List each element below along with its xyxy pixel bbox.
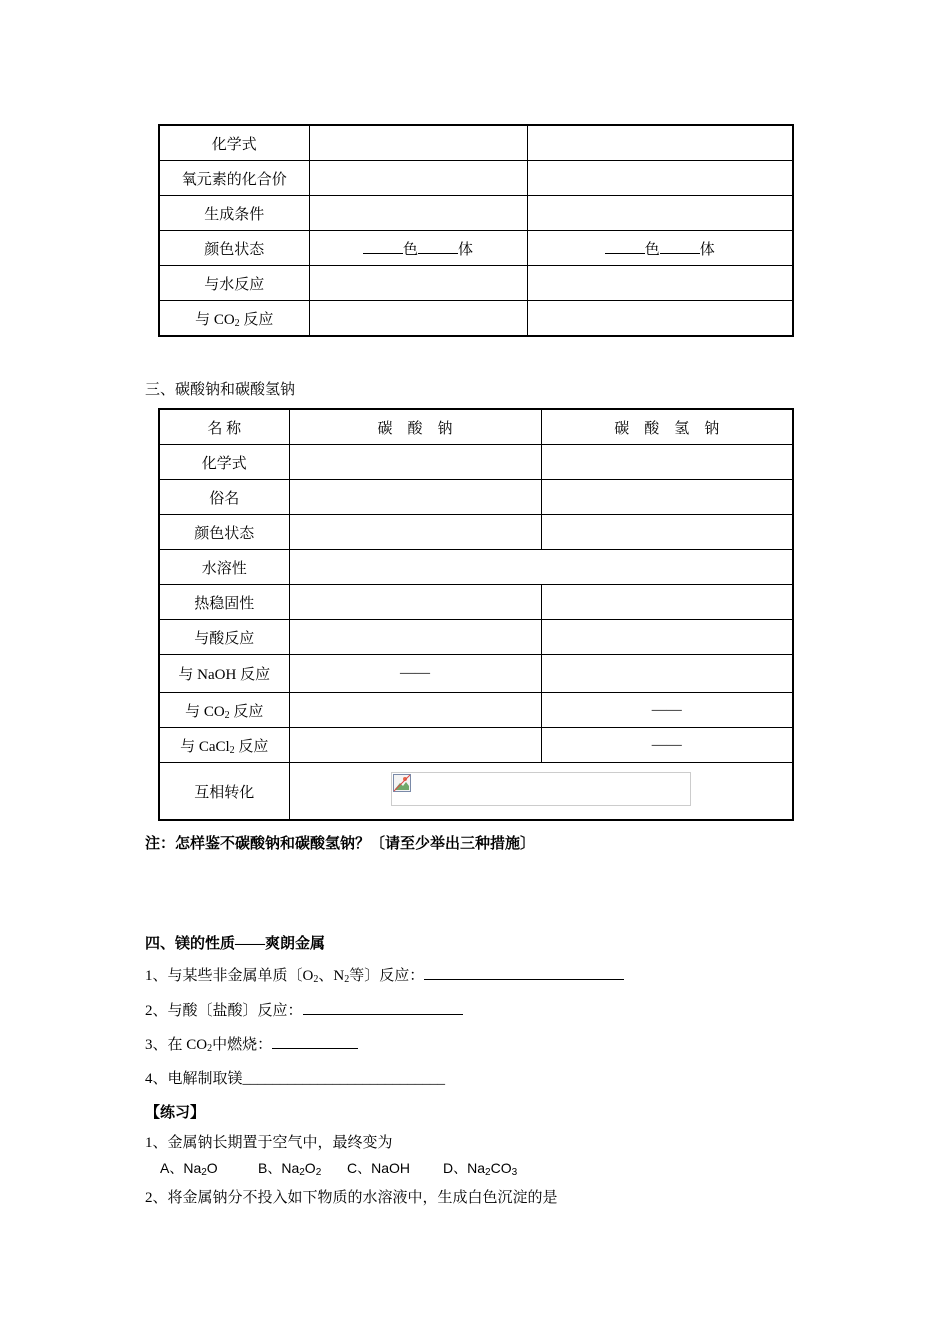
option-text: O [206, 1160, 218, 1176]
subscript: 2 [485, 1167, 491, 1178]
table-row [159, 620, 793, 655]
question-line: 1、金属钠长期置于空气中，最终变为 [145, 1135, 393, 1151]
row-label: 颜色状态 [159, 515, 289, 550]
cell-text: 色 [644, 241, 660, 258]
table-cell [309, 161, 527, 196]
header-cell: 名 称 [159, 409, 289, 445]
label-text: 与 CO [195, 311, 235, 328]
table-row [159, 266, 793, 301]
fill-blank [363, 239, 403, 254]
subscript: 2 [201, 1167, 207, 1178]
row-label: 化学式 [159, 125, 309, 161]
table-cell [527, 301, 793, 337]
cell-text: 色 [402, 241, 418, 258]
answer-blank[interactable] [303, 999, 463, 1015]
table-cell [527, 231, 793, 266]
option-text: O [304, 1160, 316, 1176]
row-label: 俗名 [159, 480, 289, 515]
question-line: 2、将金属钠分不投入如下物质的水溶液中，生成白色沉淀的是 [145, 1190, 558, 1206]
fill-blank [418, 239, 458, 254]
question-line: 4、电解制取镁___________________________ [145, 1071, 446, 1087]
table-row [159, 693, 793, 728]
table-cell [527, 266, 793, 301]
table-cell [309, 196, 527, 231]
carbonate-table [158, 408, 794, 821]
header-cell: 碳 酸 氢 钠 [541, 409, 793, 445]
option-b[interactable] [258, 1158, 347, 1178]
table-cell [309, 231, 527, 266]
table-cell: —— [541, 728, 793, 763]
option-text: B、Na [258, 1160, 300, 1176]
table-cell [527, 196, 793, 231]
row-label: 与 NaOH 反应 [159, 655, 289, 693]
fill-blank [605, 239, 645, 254]
subscript: 2 [224, 709, 230, 721]
line-text: 等〕反应： [349, 968, 425, 984]
table-cell [289, 585, 541, 620]
cell-text: 体 [699, 241, 715, 258]
table-cell [289, 620, 541, 655]
table-cell [289, 550, 793, 585]
label-text: 反应 [234, 738, 269, 755]
row-label: 水溶性 [159, 550, 289, 585]
subscript: 2 [315, 1167, 322, 1178]
broken-image-icon [393, 774, 411, 792]
label-text: 反应 [229, 703, 264, 720]
table-header-row [159, 409, 793, 445]
subscript: 2 [234, 317, 240, 329]
line-text: 3、在 CO [145, 1037, 208, 1053]
answer-blank[interactable] [424, 964, 624, 980]
row-label [159, 728, 289, 763]
option-text: A、Na [160, 1160, 202, 1176]
fill-blank [660, 239, 700, 254]
answer-options [160, 1158, 517, 1178]
table-cell [541, 585, 793, 620]
table-cell [527, 125, 793, 161]
table-cell [541, 515, 793, 550]
table-cell [541, 620, 793, 655]
row-label [159, 693, 289, 728]
question-line [145, 964, 624, 985]
line-text: 中燃烧： [212, 1037, 273, 1053]
section-heading: 四、镁的性质——爽朗金属 [145, 936, 326, 952]
row-label: 颜色状态 [159, 231, 309, 266]
table-cell: —— [289, 655, 541, 693]
table-row [159, 301, 793, 337]
section-heading: 【练习】 [145, 1105, 206, 1121]
subscript: 2 [299, 1167, 305, 1178]
row-label: 生成条件 [159, 196, 309, 231]
cell-text: 体 [458, 241, 474, 258]
table-row [159, 515, 793, 550]
table-cell: —— [541, 693, 793, 728]
table-row [159, 585, 793, 620]
table-row [159, 125, 793, 161]
row-label: 互相转化 [159, 763, 289, 821]
label-text: 反应 [239, 311, 274, 328]
table-cell [289, 728, 541, 763]
table-row [159, 231, 793, 266]
table-row [159, 161, 793, 196]
table-row [159, 763, 793, 821]
note-text: 注：怎样鉴不碳酸钠和碳酸氢钠？〔请至少举出三种措施〕 [145, 836, 536, 852]
question-line [145, 1033, 358, 1054]
table-cell [309, 125, 527, 161]
row-label: 化学式 [159, 445, 289, 480]
broken-image-placeholder [391, 772, 691, 806]
question-line [145, 999, 463, 1020]
table-row [159, 550, 793, 585]
line-text: 2、与酸〔盐酸〕反应： [145, 1003, 303, 1019]
table-cell [289, 763, 793, 821]
label-text: 与 CaCl [180, 738, 230, 755]
table-cell [541, 445, 793, 480]
table-row [159, 445, 793, 480]
option-d[interactable] [443, 1158, 517, 1178]
table-cell [309, 266, 527, 301]
answer-blank[interactable] [272, 1033, 358, 1049]
table-cell [541, 655, 793, 693]
subscript: 2 [229, 744, 235, 756]
table-cell [289, 480, 541, 515]
subscript: 2 [313, 974, 319, 985]
header-cell: 碳 酸 钠 [289, 409, 541, 445]
subscript: 3 [511, 1167, 518, 1178]
table-row [159, 655, 793, 693]
table-cell [289, 515, 541, 550]
option-a[interactable] [160, 1158, 258, 1178]
table-row [159, 480, 793, 515]
oxides-table [158, 124, 794, 337]
row-label: 与酸反应 [159, 620, 289, 655]
subscript: 2 [207, 1043, 213, 1054]
section-heading: 三、碳酸钠和碳酸氢钠 [145, 382, 296, 398]
subscript: 2 [344, 974, 350, 985]
table-cell [289, 693, 541, 728]
table-row [159, 196, 793, 231]
option-text: CO [490, 1160, 512, 1176]
row-label [159, 301, 309, 337]
table-cell [309, 301, 527, 337]
table-cell [541, 480, 793, 515]
line-text: 1、与某些非金属单质〔O [145, 968, 314, 984]
table-cell [289, 445, 541, 480]
label-text: 与 CO [185, 703, 225, 720]
line-text: 、N [318, 968, 345, 984]
option-c[interactable]: C、NaOH [347, 1160, 411, 1176]
table-cell [527, 161, 793, 196]
row-label: 热稳固性 [159, 585, 289, 620]
row-label: 氧元素的化合价 [159, 161, 309, 196]
option-text: D、Na [443, 1160, 486, 1176]
table-row [159, 728, 793, 763]
row-label: 与水反应 [159, 266, 309, 301]
